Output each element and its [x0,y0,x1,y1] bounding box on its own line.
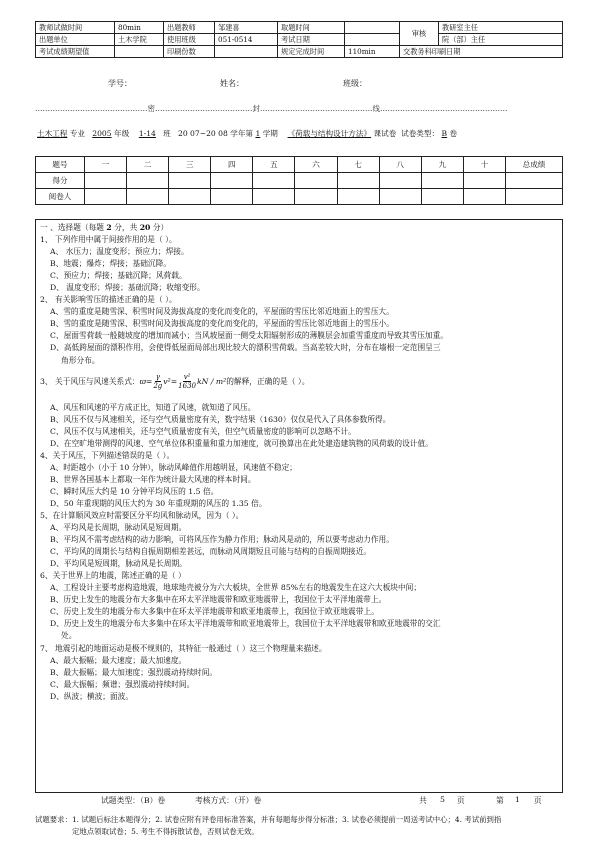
header-cell: 80min [115,22,164,34]
header-cell: 院（部）主任 [439,34,563,46]
score-header-cell: 六 [295,157,337,173]
grader-cell[interactable] [169,189,211,205]
header-row [36,22,563,34]
header-cell: 考试成绩期望值 [36,46,115,58]
seal-line: ………………………………………密…………………………………封………………………………………线…………………………………………… [35,104,508,113]
question-group-a [40,234,560,367]
score-table [35,156,563,205]
course-name: 《荷载与结构设计方法》 [287,129,372,138]
answer-option: C、风压不仅与风速相关，还与空气质量密度有关，但空气质量密度的影响可以忽略不计。 [50,426,356,436]
score-row [36,173,563,189]
header-cell [115,46,164,58]
header-cell: 教研室主任 [439,22,563,34]
score-header-cell: 三 [169,157,211,173]
grader-cell[interactable] [337,189,379,205]
footer-page-label: 第 [496,796,504,805]
score-cell[interactable] [463,173,505,189]
question-3-prefix: 3、 关于风压与风速关系式： [40,376,140,386]
score-header-cell: 九 [421,157,463,173]
footer-page-number: 1 [515,795,520,804]
formula-w: ϖ [139,376,146,386]
score-header-cell: 八 [379,157,421,173]
exam-info-table [35,21,563,58]
score-cell[interactable] [379,173,421,189]
header-cell [215,46,278,58]
answer-option: B、历史上发生的地震分布大多集中在环太平洋地震带和欧亚地震带上，我国位于太平洋地震带上。 [50,595,387,605]
header-cell: 使用班级 [164,34,215,46]
student-name-label: 姓名： [220,79,244,88]
grader-row [36,189,563,205]
wind-pressure-formula [140,373,227,390]
term-number: 1 [255,129,261,138]
answer-option: B、最大振幅；最大加速度；强烈震动持续时间。 [50,667,218,677]
student-id-label: 学号： [108,79,132,88]
score-header-cell: 二 [127,157,169,173]
section-title [40,222,560,234]
year-suffix: 年级 [113,129,130,138]
score-header-cell: 一 [85,157,127,173]
grader-cell[interactable] [85,189,127,205]
student-class-label: 班级： [343,79,367,88]
answer-option: D、高低跨屋面的漂积作用，会使得低屋面局部出现比较大的漂积雪荷载。当高差较大时，分布在墙根一定范围呈三 [50,343,441,353]
section-title-points: 2 [106,223,112,232]
question-stem: 4、关于风压，下列描述错误的是（ ）。 [40,450,175,460]
paper-type-label: 试卷类型： [401,129,440,138]
header-cell: 考试日期 [278,34,345,46]
answer-option: 处。 [61,631,77,641]
score-cell[interactable] [211,173,253,189]
formula-equals: = [145,376,153,386]
requirements-line-1: 试题要求：1. 试题后标注本题得分；2. 试卷应附有评卷用标准答案，并有每题每步得分标准；3. 试卷必须提前一周送考试中心；4. 考试前到指 [35,815,502,824]
term-suffix: 学年第 [230,129,254,138]
footer-page-unit-2: 页 [534,796,542,805]
grader-cell[interactable] [506,189,563,205]
question-stem: 5、在计算顺风效应时需要区分平均风和脉动风，因为（ ）。 [40,510,244,520]
grader-cell[interactable] [379,189,421,205]
term-value: 20 07~20 08 [177,129,228,138]
exam-requirements [35,814,570,838]
grader-cell[interactable] [127,189,169,205]
score-header-cell: 十 [463,157,505,173]
year-value: 2005 [92,129,112,138]
course-suffix: 课试卷 [373,129,397,138]
class-suffix: 班 [163,129,171,138]
score-header-cell: 七 [337,157,379,173]
answer-option: B、平均风不需考虑结构的动力影响，可将风压作为静力作用；脉动风是动的，所以要考虑动力作用。 [50,535,394,545]
answer-option: C、预应力；焊接；基础沉降；风荷载。 [50,271,187,281]
formula-v-squared-numerator: v² [183,373,191,382]
score-cell[interactable] [337,173,379,189]
score-cell[interactable] [169,173,211,189]
paper-type-suffix: 卷 [449,129,458,138]
question-stem: 1、 下列作用中属于间接作用的是（ ）。 [40,235,177,245]
answer-option: D、50 年重现期的风压大约为 30 年重现期的风压的 1.35 倍。 [50,498,267,508]
term-number-suffix: 学期 [262,129,278,138]
section-title-text: 一 、选择题（每题 [40,223,107,232]
header-cell: 110min [345,46,400,58]
formula-1630: 1630 [178,382,196,391]
header-cell: 051-0514 [215,34,278,46]
score-header-row [36,157,563,173]
score-header-cell: 五 [253,157,295,173]
answer-option: C、历史上发生的地震分布大多集中在环太平洋地震带和欧亚地震带上，我国位于欧亚地震带上。 [50,607,379,617]
question-stem: 6、关于世界上的地震，陈述正确的是（ ） [40,571,186,581]
score-row-label: 得分 [36,173,85,189]
answer-option: A、时距越小（小于 10 分钟），脉动风峰值作用越明显，风速值不稳定； [50,462,297,472]
score-cell[interactable] [85,173,127,189]
footer-total-label: 共 [419,796,427,805]
grader-row-label: 阅卷人 [36,189,85,205]
answer-option: A、工程设计主要考虑构造地震，地球地壳被分为六大板块，全世界 85%左右的地震发生在这六大板块中间； [50,583,422,593]
grader-cell[interactable] [421,189,463,205]
footer-paper-type: 试题类型：（B）卷 [101,796,166,805]
class-value: 1-14 [138,129,156,138]
answer-option: C、最大振幅；频谱；强烈震动持续时间。 [50,679,195,689]
score-cell[interactable] [127,173,169,189]
answer-option: B、地震；爆炸；焊接；基础沉降。 [50,259,171,269]
section-title-text: 分） [150,223,169,232]
formula-2g: 2g [153,382,163,391]
score-cell[interactable] [295,173,337,189]
section-title-total: 20 [139,223,151,232]
answer-option: 角形分布。 [61,355,100,365]
header-cell: 取题时间 [278,22,345,34]
formula-v-squared: v² [163,376,171,386]
header-cell: 印刷份数 [164,46,215,58]
answer-option: D、历史上发生的地震分布大多集中在环太平洋地震带和欧亚地震带上，我国位于太平洋地震带和欧亚地震带的交汇 [50,619,441,629]
answer-option: C、平均风的周期长与结构自振周期相差甚远，而脉动风周期短且可能与结构的自振周期接近。 [50,547,372,557]
answer-option: A、平均风是长周期，脉动风是短周期。 [50,523,187,533]
answer-option: A、最大振幅；最大速度；最大加速度。 [50,655,187,665]
answer-option: A、 水压力；温度变形；预应力；焊接。 [50,247,189,257]
major-suffix: 专业 [69,129,85,138]
answer-option: A、雪的重度是随雪深、积雪时间及海拔高度的变化而变化的，平屋面的雪压比邻近地面上的雪压大。 [50,307,394,317]
grader-cell[interactable] [463,189,505,205]
footer-exam-form: 考核方式：（开）卷 [195,796,262,805]
answer-option: C、屋面雪荷载一般随坡度的增加而减小；当风坡屋面一侧受太阳辐射形成的薄膜层会加重雪重度而导致其雪压加重。 [50,331,448,341]
score-cell[interactable] [421,173,463,189]
formula-unit: kN / m² [196,376,227,386]
score-header-cell: 题号 [36,157,85,173]
header-cell: 审核 [400,22,439,46]
answer-option: C、瞬时风压大约是 10 分钟平均风压的 1.5 倍。 [50,486,219,496]
answer-option: B、世界各国基本上都取一年作为统计最大风速的样本时间。 [50,474,256,484]
header-cell [345,34,400,46]
section-title-text: 分，共 [111,223,140,232]
course-info-line [37,128,457,139]
answer-option: D、在空旷地带测得的风速、空气单位体积重量和重力加速度，就可换算出在此处建造建筑物的风荷载的设计值。 [50,438,433,448]
header-cell: 出题单位 [36,34,115,46]
paper-type-value: B [441,129,448,138]
header-cell: 出题教师 [164,22,215,34]
answer-option: D、 温度变形；焊接；基础沉降；收缩变形。 [50,283,205,293]
score-header-cell: 四 [211,157,253,173]
formula-fraction-gamma [153,373,162,390]
question-stem: 2、 有关影响雪压的描述正确的是（ ）。 [40,295,177,305]
question-list [40,222,560,703]
header-row [36,34,563,46]
answer-option: B、雪的重度是随雪深、积雪时间及海拔高度的变化而变化的，平屋面的雪压比邻近地面上的雪压小。 [50,319,394,329]
question-stem: 7、 地震引起的地面运动是极不规则的，其特征一般通过（ ）这三个物理量来描述。 [40,643,327,653]
header-cell: 邹建喜 [215,22,278,34]
header-cell: 土木学院 [115,34,164,46]
answer-option: D、纵波；横波；面波。 [50,691,134,701]
formula-fraction-1630 [178,373,196,390]
header-cell: 教师试做时间 [36,22,115,34]
score-cell[interactable] [506,173,563,189]
footer-page-unit: 页 [457,796,465,805]
score-cell[interactable] [253,173,295,189]
score-header-cell: 总成绩 [506,157,563,173]
answer-option: A、风压和风速的平方成正比，知道了风速，就知道了风压。 [50,402,256,412]
question-3-suffix: 的解释，正确的是（ ）。 [226,376,310,386]
answer-option: D、平均风是短周期，脉动风是长周期。 [50,559,187,569]
question-group-b [40,402,560,703]
header-row [36,46,563,58]
major-value: 土木工程 [37,129,68,138]
grader-cell[interactable] [295,189,337,205]
requirements-line-2: 定地点领取试卷；5. 考生不得拆散试卷，否则试卷无效。 [72,827,259,836]
grader-cell[interactable] [253,189,295,205]
question-3 [40,367,560,397]
formula-equals-2: = [170,376,178,386]
header-cell: 规定完成时间 [278,46,345,58]
footer-total-pages: 5 [440,795,445,804]
header-cell [345,22,400,34]
header-cell: 交教务科印刷日期 [400,46,563,58]
formula-gamma: γ [155,373,160,382]
answer-option: B、风压不仅与风速相关，还与空气质量密度有关，数字结果（1630）仅仅是代入了具体参数所得。 [50,414,391,424]
grader-cell[interactable] [211,189,253,205]
